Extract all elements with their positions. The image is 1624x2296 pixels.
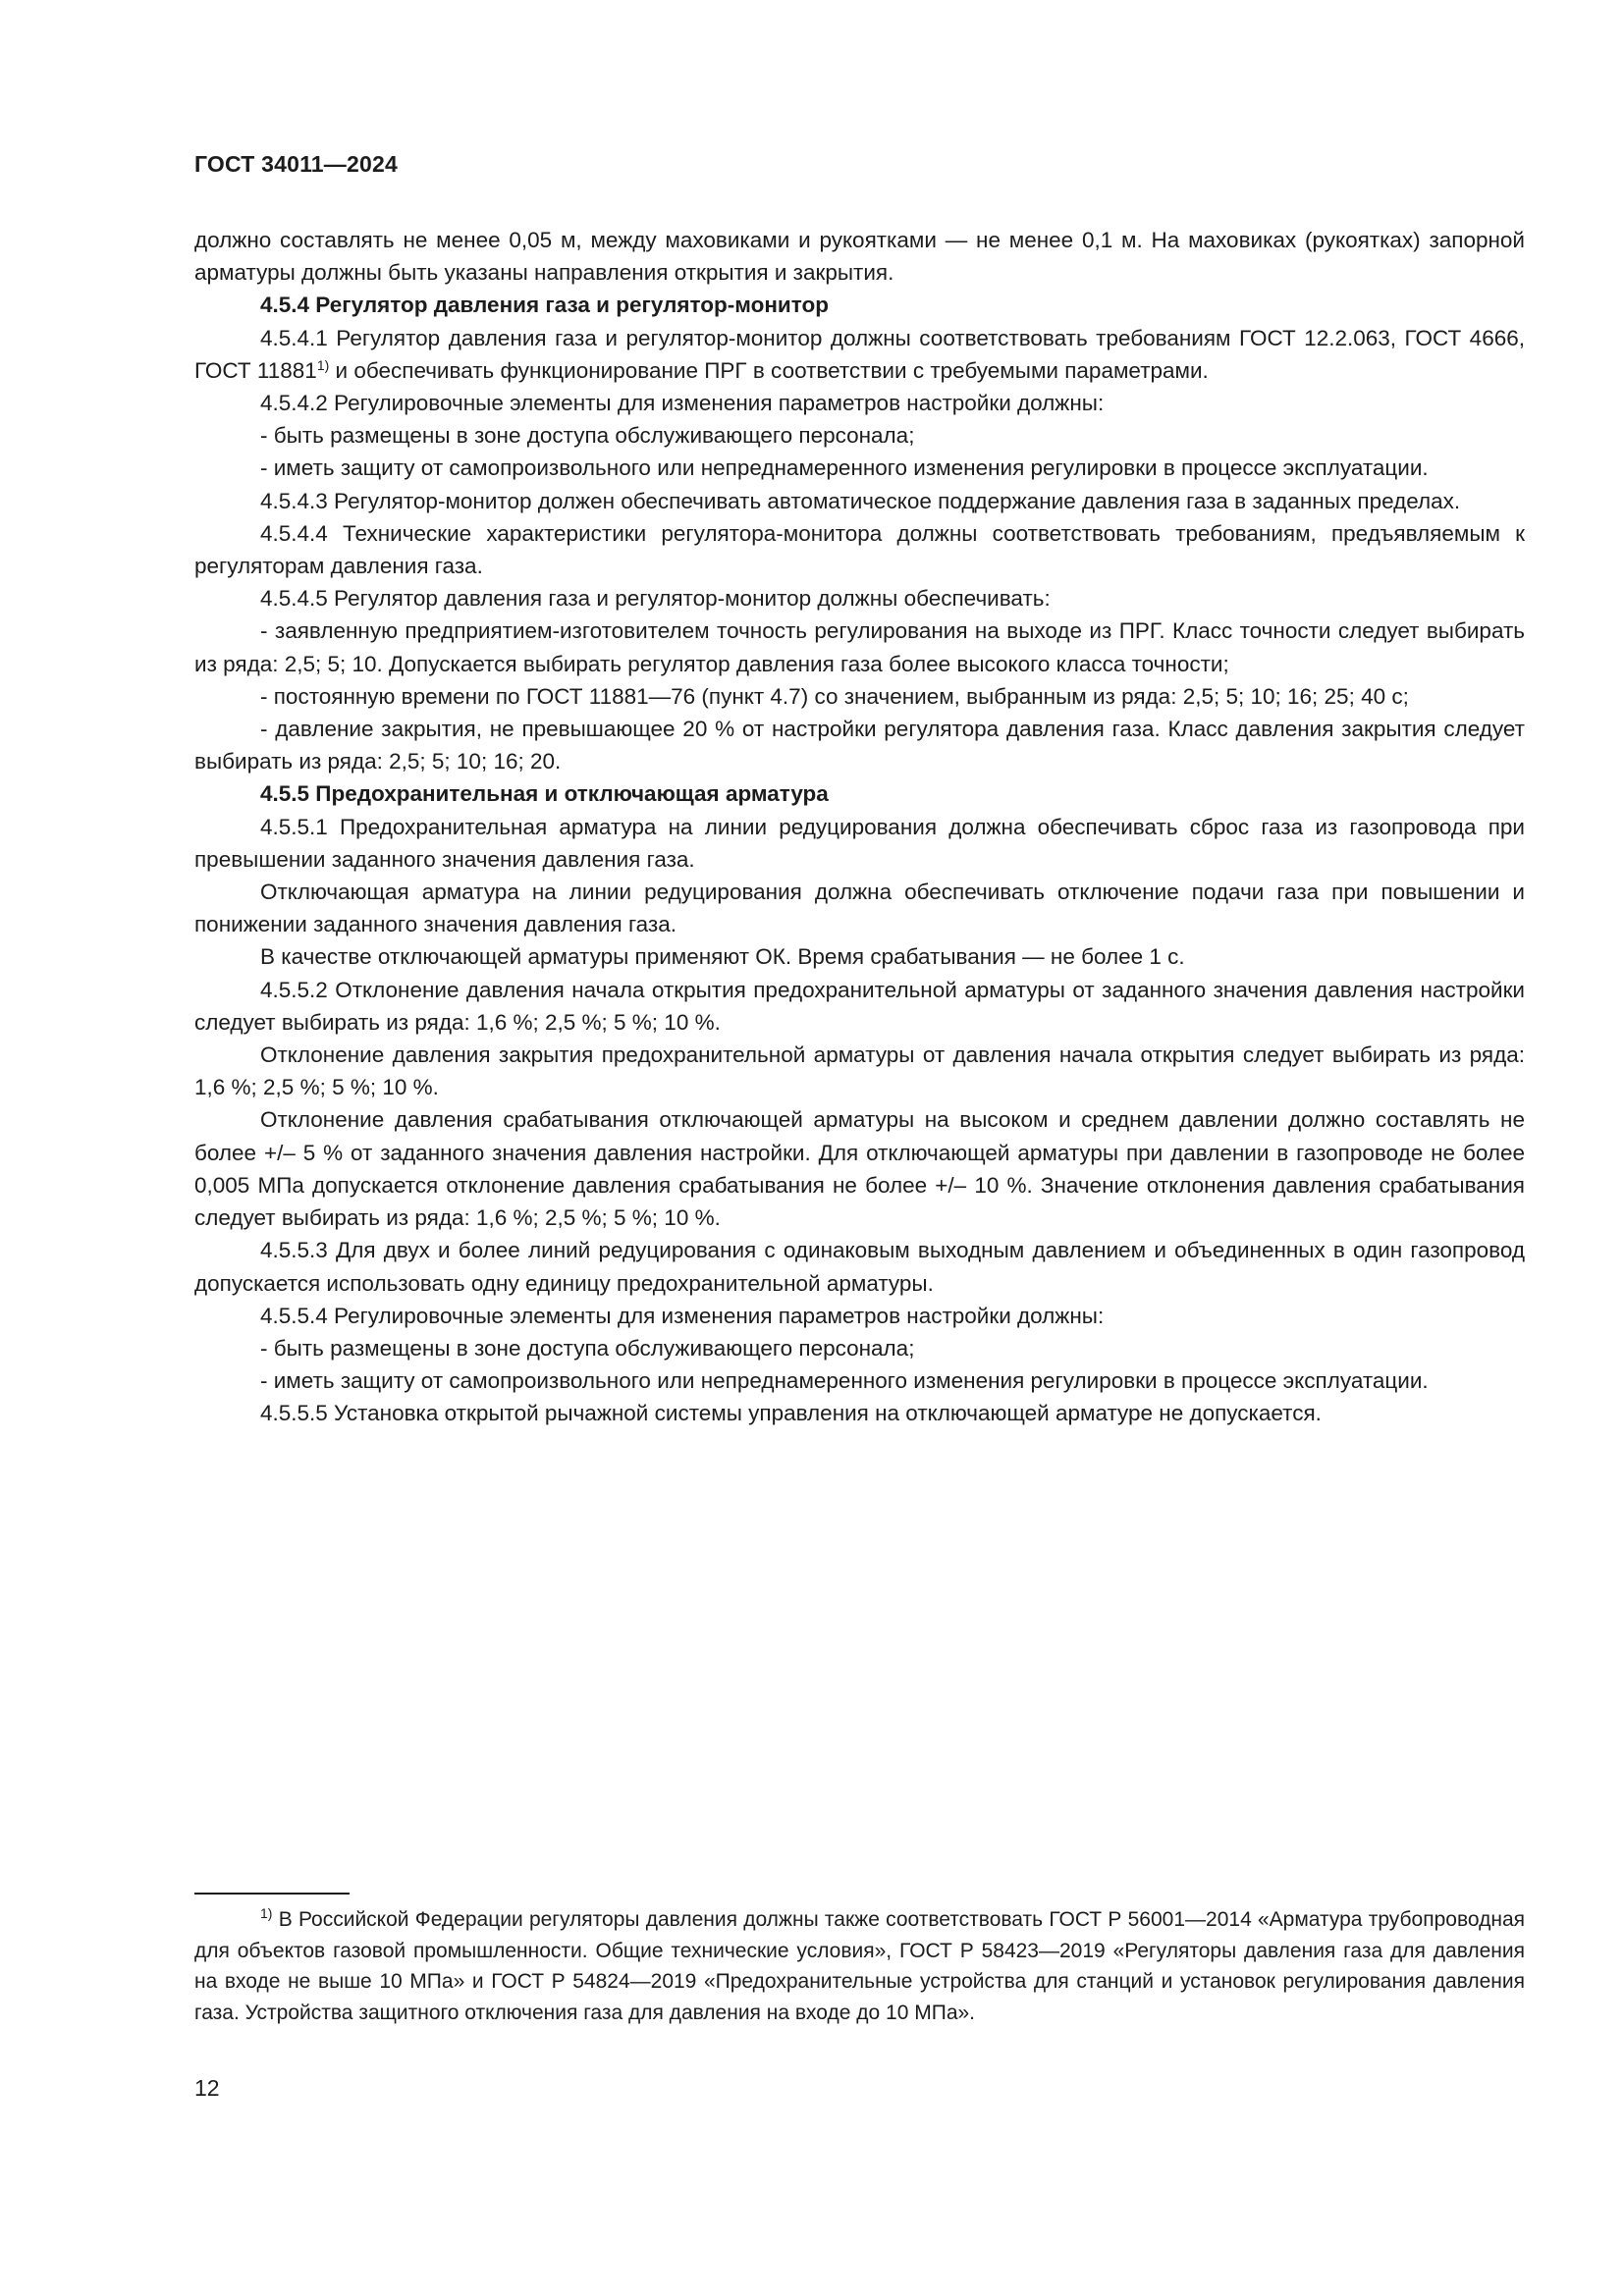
- section-heading: 4.5.4 Регулятор давления газа и регулятор-монитор: [260, 293, 829, 318]
- footnote-marker: 1): [260, 1905, 273, 1921]
- paragraph: 4.5.5.2 Отклонение давления начала открытия предохранительной арматуры от заданного значения давления настройки следует выбирать из ряда: 1,6 %; 2,5 %; 5 %; 10 %.: [194, 977, 1525, 1035]
- footnote-divider: [194, 1893, 350, 1895]
- footnote: [194, 1904, 1525, 2028]
- paragraph: Отключающая арматура на линии редуцирования должна обеспечивать отключение подачи газа при повышении и понижении заданного значения давления газа.: [194, 880, 1525, 937]
- paragraph: 4.5.4.3 Регулятор-монитор должен обеспечивать автоматическое поддержание давления газа в заданных пределах.: [260, 488, 1461, 513]
- list-item: - давление закрытия, не превышающее 20 % от настройки регулятора давления газа. Класс давления закрытия следует выбирать из ряда: 2,5; 5; 10; 16; 20.: [194, 717, 1525, 774]
- list-item: - заявленную предприятием-изготовителем точность регулирования на выходе из ПРГ. Класс точности следует выбирать из ряда: 2,5; 5; 10. Допускается выбирать регулятор давления газа более высокого класса точности;: [194, 618, 1525, 676]
- paragraph: Отклонение давления срабатывания отключающей арматуры на высоком и среднем давлении должно составлять не более +/– 5 % от заданного значения давления настройки. Для отключающей арматуры при давлении в газопроводе не более 0,005 МПа допускается отклонение давления срабатывания не более +/– 10 %. Значение отклонения давления срабатывания следует выбирать из ряда: 1,6 %; 2,5 %; 5 %; 10 %.: [194, 1107, 1525, 1231]
- paragraph: 4.5.4.5 Регулятор давления газа и регулятор-монитор должны обеспечивать:: [260, 586, 1051, 612]
- document-header: ГОСТ 34011—2024: [194, 151, 398, 177]
- paragraph: Отклонение давления закрытия предохранительной арматуры от давления начала открытия следует выбирать из ряда: 1,6 %; 2,5 %; 5 %; 10 %.: [194, 1042, 1525, 1100]
- paragraph: 4.5.5.4 Регулировочные элементы для изменения параметров настройки должны:: [260, 1303, 1105, 1328]
- paragraph-text: 4.5.4.1 Регулятор давления газа и регулятор-монитор должны соответствовать требованиям ГОСТ 12.2.063, ГОСТ 4666, ГОСТ 11881: [194, 325, 1525, 383]
- paragraph: 4.5.5.1 Предохранительная арматура на линии редуцирования должна обеспечивать сброс газа из газопровода при превышении заданного значения давления газа.: [194, 814, 1525, 872]
- paragraph: В качестве отключающей арматуры применяют ОК. Время срабатывания — не более 1 с.: [260, 944, 1185, 970]
- list-item: - быть размещены в зоне доступа обслуживающего персонала;: [260, 423, 915, 449]
- paragraph: 4.5.4.2 Регулировочные элементы для изменения параметров настройки должны:: [260, 391, 1105, 416]
- footnote-text: В Российской Федерации регуляторы давления должны также соответствовать ГОСТ Р 56001—2014 «Арматура трубопроводная для объектов газовой промышленности. Общие технические условия», ГОСТ Р 58423—2019 «Регуляторы давления газа для давления на входе не выше 10 МПа» и ГОСТ Р 54824—2019 «Предохранительные устройства для станций и установок регулирования давления газа. Устройства защитного отключения газа для давления на входе до 10 МПа».: [194, 1908, 1525, 2024]
- list-item: - постоянную времени по ГОСТ 11881—76 (пункт 4.7) со значением, выбранным из ряда: 2,5; 5; 10; 16; 25; 40 с;: [260, 683, 1409, 709]
- paragraph: 4.5.4.4 Технические характеристики регулятора-монитора должны соответствовать требованиям, предъявляемым к регуляторам давления газа.: [194, 520, 1525, 579]
- section-heading: 4.5.5 Предохранительная и отключающая арматура: [260, 781, 829, 807]
- paragraph: [194, 322, 1525, 387]
- paragraph: 4.5.5.5 Установка открытой рычажной системы управления на отключающей арматуре не допускается.: [260, 1401, 1322, 1426]
- body-text: [194, 224, 1525, 1430]
- list-item: - иметь защиту от самопроизвольного или непреднамеренного изменения регулировки в процессе эксплуатации.: [260, 1368, 1429, 1394]
- page-number: 12: [194, 2075, 220, 2101]
- list-item: - иметь защиту от самопроизвольного или непреднамеренного изменения регулировки в процессе эксплуатации.: [260, 455, 1429, 481]
- list-item: - быть размещены в зоне доступа обслуживающего персонала;: [260, 1335, 915, 1361]
- footnote-reference: 1): [316, 356, 330, 373]
- paragraph-text: и обеспечивать функционирование ПРГ в соответствии с требуемыми параметрами.: [329, 357, 1209, 383]
- paragraph: 4.5.5.3 Для двух и более линий редуцирования с одинаковым выходным давлением и объединенных в один газопровод допускается использовать одну единицу предохранительной арматуры.: [194, 1238, 1525, 1296]
- paragraph: должно составлять не менее 0,05 м, между маховиками и рукоятками — не менее 0,1 м. На маховиках (рукоятках) запорной арматуры должны быть указаны направления открытия и закрытия.: [194, 228, 1525, 286]
